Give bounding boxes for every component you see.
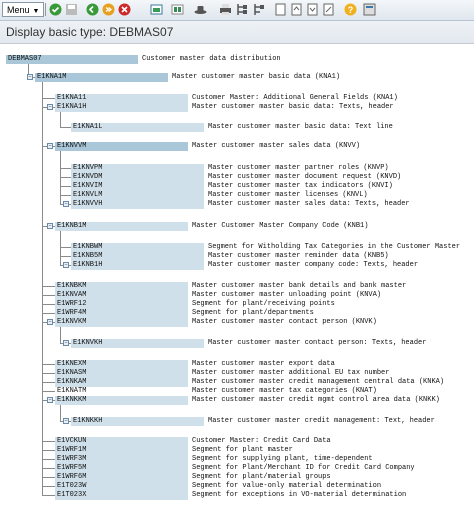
segment-name-cell xyxy=(55,378,188,387)
screen-title-bar xyxy=(0,21,474,44)
segment-description: Segment for plant/receiving points xyxy=(192,300,335,308)
segment-name: E1WRF6M xyxy=(57,473,87,481)
svg-text:?: ? xyxy=(347,5,354,15)
tree-node[interactable] xyxy=(0,94,474,103)
tree-node[interactable] xyxy=(0,339,474,348)
segment-name: E1KNVVH xyxy=(73,200,103,208)
application-toolbar xyxy=(0,0,474,21)
segment-name: E1KNVKM xyxy=(57,318,87,326)
tree-node[interactable] xyxy=(0,455,474,464)
page-title: Display basic type: DEBMAS07 xyxy=(6,25,174,39)
segment-name-cell xyxy=(55,291,188,300)
segment-name-cell xyxy=(6,55,138,64)
tree-node[interactable] xyxy=(0,282,474,291)
segment-description: Master customer master bank details and bank master xyxy=(192,282,407,290)
segment-description: Segment for exceptions in VO-material determination xyxy=(192,491,407,499)
segment-description: Segment for plant master xyxy=(192,446,293,454)
segment-name: E1WRF3M xyxy=(57,455,87,463)
tree-node[interactable] xyxy=(0,123,474,132)
segment-name: E1KNVVM xyxy=(57,142,87,150)
print-icon[interactable] xyxy=(150,3,163,16)
segment-description: Master customer master sales data (KNVV) xyxy=(192,142,361,150)
tree-node[interactable] xyxy=(0,164,474,173)
segment-name-cell xyxy=(55,446,188,455)
cancel-icon[interactable] xyxy=(118,3,131,16)
printer-icon[interactable] xyxy=(219,3,232,16)
segment-description: Master customer master contact person: Texts, header xyxy=(208,339,427,347)
segment-name-cell xyxy=(55,103,188,112)
tree-node[interactable] xyxy=(0,464,474,473)
segment-name-cell xyxy=(35,73,168,82)
segment-description: Master customer master credit management: Text, header xyxy=(208,417,435,425)
tree-node[interactable] xyxy=(0,369,474,378)
segment-description: Segment for supplying plant, time-dependent xyxy=(192,455,373,463)
layout-icon[interactable] xyxy=(363,3,376,16)
segment-name: E1KNEXM xyxy=(57,360,87,368)
segment-description: Master customer master basic data (KNA1) xyxy=(172,73,341,81)
segment-name: E1T023W xyxy=(57,482,87,490)
tree-expand-icon[interactable]: – xyxy=(48,222,52,229)
tree-node[interactable] xyxy=(0,300,474,309)
segment-name: E1WRF1M xyxy=(57,446,87,454)
segment-name: E1KNKAM xyxy=(57,378,87,386)
segment-name: E1KNVIM xyxy=(73,182,103,190)
copy-icon[interactable] xyxy=(306,3,319,16)
segment-tree xyxy=(0,44,474,517)
tree-node[interactable] xyxy=(0,378,474,387)
segment-description: Master customer master partner roles (KNVP) xyxy=(208,164,389,172)
segment-description: Master Customer Master Company Code (KNB1) xyxy=(192,222,369,230)
tree-node[interactable] xyxy=(0,396,474,405)
segment-name: E1VCKUN xyxy=(57,437,87,445)
segment-name: E1KNBWM xyxy=(73,243,103,251)
segment-name: E1T023X xyxy=(57,491,87,499)
segment-name: E1KNASM xyxy=(57,369,87,377)
paste-icon[interactable] xyxy=(322,3,335,16)
menu-button[interactable] xyxy=(2,2,44,17)
segment-name-cell xyxy=(71,123,204,132)
segment-name-cell xyxy=(71,261,204,270)
segment-name: E1KNB1H xyxy=(73,261,103,269)
tree-expand-icon[interactable]: – xyxy=(64,200,68,207)
tree-node[interactable] xyxy=(0,173,474,182)
tree-node[interactable] xyxy=(0,252,474,261)
segment-description: Customer master data distribution xyxy=(142,55,281,63)
segment-name: E1KNVLM xyxy=(73,191,103,199)
segment-name-cell xyxy=(55,300,188,309)
enter-icon[interactable] xyxy=(49,3,62,16)
segment-name-cell xyxy=(55,464,188,473)
segment-description: Master customer master document request (KNVD) xyxy=(208,173,402,181)
segment-description: Segment for plant/departments xyxy=(192,309,314,317)
segment-name-cell xyxy=(55,142,188,151)
segment-description: Master customer master export data xyxy=(192,360,335,368)
segment-name-cell xyxy=(55,455,188,464)
segment-name-cell xyxy=(71,200,204,209)
segment-name-cell xyxy=(55,387,188,396)
segment-description: Customer Master: Additional General Fields (KNA1) xyxy=(192,94,398,102)
segment-name-cell xyxy=(55,309,188,318)
tree-node[interactable] xyxy=(0,182,474,191)
segment-name-cell xyxy=(55,222,188,231)
segment-name-cell xyxy=(55,437,188,446)
segment-description: Master customer master contact person (KNVK) xyxy=(192,318,377,326)
segment-name-cell xyxy=(71,191,204,200)
tree-node[interactable] xyxy=(0,309,474,318)
tree-expand-icon[interactable]: – xyxy=(64,261,68,268)
segment-name: DEBMAS07 xyxy=(8,55,42,63)
segment-name: E1WRF4M xyxy=(57,309,87,317)
documentation-icon[interactable] xyxy=(253,3,266,16)
parent-segment-icon[interactable] xyxy=(290,3,303,16)
segment-name-cell xyxy=(55,396,188,405)
segment-name: E1KNA11 xyxy=(57,94,87,102)
exit-icon[interactable] xyxy=(102,3,115,16)
segment-name: E1KNB1M xyxy=(57,222,87,230)
segment-name: E1KNVKH xyxy=(73,339,103,347)
segment-name: E1KNKKM xyxy=(57,396,87,404)
tree-node[interactable] xyxy=(0,73,474,82)
segment-description: Master customer master unloading point (KNVA) xyxy=(192,291,382,299)
tree-node[interactable] xyxy=(0,387,474,396)
tree-expand-icon[interactable]: – xyxy=(28,73,32,80)
tree-node[interactable] xyxy=(0,473,474,482)
segment-name: E1KNA1L xyxy=(73,123,103,131)
tree-node[interactable] xyxy=(0,491,474,500)
segment-name-cell xyxy=(55,473,188,482)
segment-name: E1KNVAM xyxy=(57,291,87,299)
segment-name-cell xyxy=(55,491,188,500)
segment-name: E1KNBKM xyxy=(57,282,87,290)
segment-description: Master customer master tax indicators (KNVI) xyxy=(208,182,393,190)
segment-name-cell xyxy=(71,417,204,426)
tree-expand-icon[interactable]: – xyxy=(48,396,52,403)
segment-description: Master customer master credit management central data (KNKA) xyxy=(192,378,445,386)
document-icon[interactable] xyxy=(274,3,287,16)
segment-description: Segment for value-only material determination xyxy=(192,482,382,490)
segment-description: Master customer master basic data: Texts, header xyxy=(192,103,394,111)
segment-name: E1WRF5M xyxy=(57,464,87,472)
hat-icon[interactable] xyxy=(194,3,207,16)
tree-expand-icon[interactable]: – xyxy=(64,417,68,424)
segment-name: E1KNA1M xyxy=(37,73,67,81)
segment-name: E1KNKKH xyxy=(73,417,103,425)
tree-expand-icon[interactable]: – xyxy=(48,318,52,325)
tree-node[interactable] xyxy=(0,318,474,327)
segment-description: Master customer master company code: Texts, header xyxy=(208,261,419,269)
segment-description: Segment for plant/material groups xyxy=(192,473,331,481)
tree-node[interactable] xyxy=(0,261,474,270)
segment-description: Customer Master: Credit Card Data xyxy=(192,437,331,445)
segment-description: Master customer master licenses (KNVL) xyxy=(208,191,368,199)
segment-name-cell xyxy=(55,369,188,378)
segment-name-cell xyxy=(55,482,188,491)
segment-description: Master customer master tax categories (KNAT) xyxy=(192,387,377,395)
segment-description: Master customer master sales data: Texts, header xyxy=(208,200,410,208)
tree-node[interactable] xyxy=(0,437,474,446)
tree-expand-icon[interactable]: – xyxy=(64,339,68,346)
tree-node[interactable] xyxy=(0,446,474,455)
tree-node[interactable] xyxy=(0,360,474,369)
tree-node[interactable] xyxy=(0,55,474,64)
segment-name-cell xyxy=(71,164,204,173)
segment-name-cell xyxy=(71,173,204,182)
tree-node[interactable] xyxy=(0,243,474,252)
segment-description: Master customer master credit mgmt control area data (KNKK) xyxy=(192,396,440,404)
segment-name-cell xyxy=(55,282,188,291)
help-icon[interactable] xyxy=(344,3,357,16)
tree-node[interactable] xyxy=(0,142,474,151)
segment-description: Master customer master reminder data (KNB5) xyxy=(208,252,389,260)
segment-name-cell xyxy=(71,182,204,191)
tree-node[interactable] xyxy=(0,222,474,231)
tree-node[interactable] xyxy=(0,191,474,200)
segment-description: Segment for Plant/Merchant ID for Credit Card Company xyxy=(192,464,415,472)
segment-name: E1KNATM xyxy=(57,387,87,395)
tree-node[interactable] xyxy=(0,417,474,426)
segment-name: E1KNVDM xyxy=(73,173,103,181)
segment-name-cell xyxy=(71,339,204,348)
save-icon[interactable] xyxy=(65,3,78,16)
tree-node[interactable] xyxy=(0,200,474,209)
chevron-down-icon: ▼ xyxy=(32,8,40,15)
segment-name: E1KNA1H xyxy=(57,103,87,111)
back-icon[interactable] xyxy=(86,3,99,16)
segment-name: E1KNVPM xyxy=(73,164,103,172)
segment-name: E1WRF12 xyxy=(57,300,87,308)
segment-name-cell xyxy=(55,360,188,369)
segment-name-cell xyxy=(55,318,188,327)
segment-name: E1KNB5M xyxy=(73,252,103,260)
find-icon[interactable] xyxy=(171,3,184,16)
tree-expand-icon[interactable] xyxy=(236,3,249,16)
tree-node[interactable] xyxy=(0,103,474,112)
segment-name-cell xyxy=(55,94,188,103)
segment-description: Master customer master additional EU tax number xyxy=(192,369,390,377)
menu-label: Menu xyxy=(7,5,30,15)
tree-node[interactable] xyxy=(0,482,474,491)
segment-name-cell xyxy=(71,243,204,252)
tree-expand-icon[interactable]: – xyxy=(48,142,52,149)
tree-expand-icon[interactable]: – xyxy=(48,103,52,110)
segment-name-cell xyxy=(71,252,204,261)
segment-description: Segment for Witholding Tax Categories in the Customer Master xyxy=(208,243,461,251)
segment-description: Master customer master basic data: Text line xyxy=(208,123,393,131)
tree-node[interactable] xyxy=(0,291,474,300)
